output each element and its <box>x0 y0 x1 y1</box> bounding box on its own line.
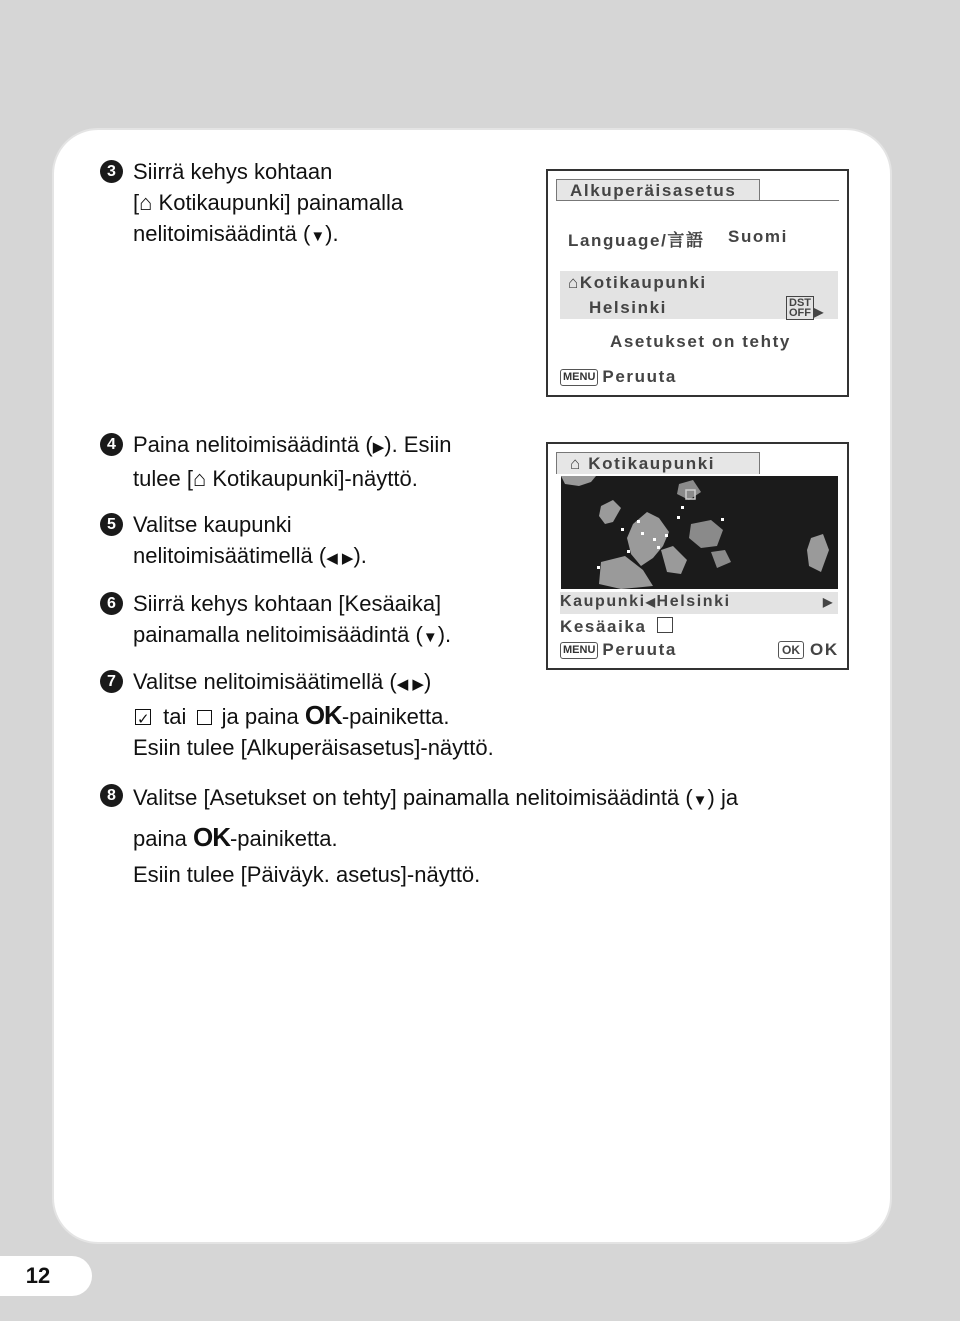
step-6-number: 6 <box>100 592 123 615</box>
dst-checkbox <box>657 617 673 633</box>
right-arrow-icon: ▶ <box>372 439 385 456</box>
ok-hint: OK OK <box>778 640 839 660</box>
world-map <box>561 476 838 589</box>
hometown-row: ⌂Kotikaupunki <box>568 273 707 292</box>
ok-button-icon: OK <box>304 700 342 730</box>
step-7-text: Valitse nelitoimisäätimellä (◀ ▶) ✓ tai ja paina OK-painiketta. Esiin tulee [Alkuperäisasetus]-näyttö. <box>133 666 494 763</box>
menu-key-icon: MENU <box>560 642 598 659</box>
step-5-text: Valitse kaupunki nelitoimisäätimellä (◀ ▶). <box>133 512 367 568</box>
cancel-hint: MENU Peruuta <box>560 640 677 660</box>
screen-title: ⌂ Kotikaupunki <box>570 454 716 473</box>
initial-settings-screen <box>546 169 849 397</box>
settings-done-option: Asetukset on tehty <box>610 332 791 351</box>
screen-title: Alkuperäisasetus <box>570 181 737 200</box>
home-icon: ⌂ <box>570 454 582 473</box>
home-icon: ⌂ <box>139 190 153 215</box>
home-icon: ⌂ <box>192 466 207 491</box>
step-7-number: 7 <box>100 670 123 693</box>
step-6-text: Siirrä kehys kohtaan [Kesäaika] painamalla nelitoimisäädintä (▼). <box>133 591 452 647</box>
cancel-hint: MENU Peruuta <box>560 367 677 387</box>
ok-button-icon: OK <box>192 822 230 852</box>
language-label: Language/言語 <box>568 231 705 250</box>
checkbox-empty-icon <box>197 710 212 725</box>
left-right-arrows-icon: ◀ ▶ <box>396 676 424 693</box>
hometown-city: Helsinki <box>589 298 667 317</box>
hometown-screen <box>546 442 849 670</box>
step-4-text: Paina nelitoimisäädintä (▶). Esiin tulee [⌂ Kotikaupunki]-näyttö. <box>133 432 452 491</box>
down-arrow-icon: ▼ <box>422 629 438 646</box>
step-3-text: Siirrä kehys kohtaan [⌂ Kotikaupunki] painamalla nelitoimisäädintä (▼). <box>133 159 404 246</box>
language-value: Suomi <box>728 227 788 246</box>
city-right-arrow-icon: ▶ <box>823 595 834 609</box>
step-4-number: 4 <box>100 433 123 456</box>
dst-icon: DST OFF ▶ <box>786 296 825 321</box>
city-row: Kaupunki◀Helsinki <box>560 593 731 610</box>
ok-key-icon: OK <box>778 641 804 659</box>
menu-key-icon: MENU <box>560 369 598 386</box>
step-5-number: 5 <box>100 513 123 536</box>
step-8-text: Valitse [Asetukset on tehty] painamalla nelitoimisäädintä (▼) ja paina OK-painiketta. Esiin tulee [Päiväyk. asetus]-näyttö. <box>133 785 739 887</box>
step-8-number: 8 <box>100 784 123 807</box>
down-arrow-icon: ▼ <box>692 792 708 809</box>
left-right-arrows-icon: ◀ ▶ <box>326 550 354 567</box>
page-number: 12 <box>0 1256 92 1296</box>
dst-row: Kesäaika <box>560 617 677 637</box>
checkbox-checked-icon <box>135 709 151 725</box>
world-map-graphic <box>561 476 838 589</box>
down-arrow-icon: ▼ <box>310 228 326 245</box>
home-icon: ⌂ <box>568 273 580 292</box>
step-3-number: 3 <box>100 160 123 183</box>
